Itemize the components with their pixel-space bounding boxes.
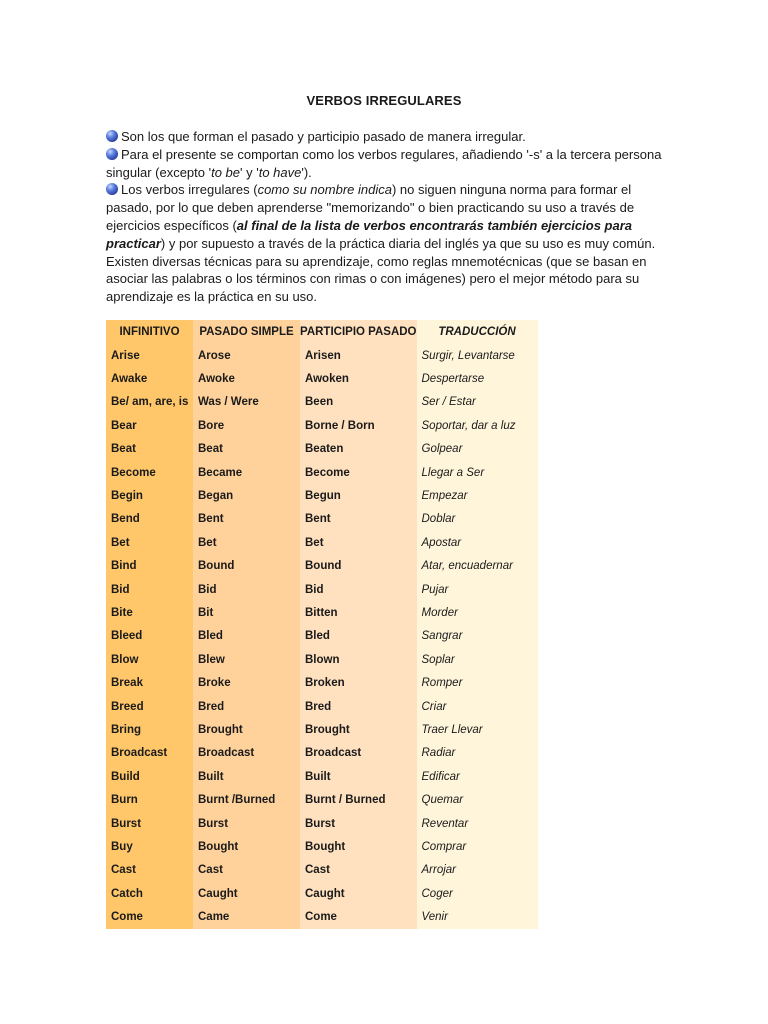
- blue-bullet-icon: [106, 148, 118, 160]
- cell-infinitivo: Blow: [106, 648, 193, 671]
- table-row: [106, 695, 538, 718]
- table-row: [106, 484, 538, 507]
- cell-participio-pasado: Caught: [300, 882, 417, 905]
- table-row: [106, 508, 538, 531]
- cell-infinitivo: Come: [106, 905, 193, 928]
- cell-traduccion: Despertarse: [417, 367, 538, 390]
- verbs-table: [106, 320, 538, 929]
- cell-traduccion: Comprar: [417, 835, 538, 858]
- cell-infinitivo: Bid: [106, 578, 193, 601]
- cell-participio-pasado: Beaten: [300, 438, 417, 461]
- cell-pasado-simple: Bled: [193, 625, 300, 648]
- cell-infinitivo: Beat: [106, 438, 193, 461]
- cell-participio-pasado: Begun: [300, 484, 417, 507]
- cell-infinitivo: Burst: [106, 812, 193, 835]
- cell-traduccion: Traer Llevar: [417, 718, 538, 741]
- table-row: [106, 438, 538, 461]
- page-title: VERBOS IRREGULARES: [306, 93, 462, 108]
- cell-infinitivo: Bring: [106, 718, 193, 741]
- table-row: [106, 859, 538, 882]
- cell-traduccion: Romper: [417, 671, 538, 694]
- cell-traduccion: Llegar a Ser: [417, 461, 538, 484]
- table-row: [106, 625, 538, 648]
- intro-paragraph-3: Los verbos irregulares (como su nombre indica) no siguen ninguna norma para formar el pasado, por lo que deben aprenderse "memorizando" o bien practicando su uso a través de ejercicios específicos (al final de la lista de verbos encontrarás también ejercicios para practicar) y por supuesto a través de la práctica diaria del inglés ya que su uso es muy común.: [106, 182, 656, 251]
- cell-pasado-simple: Burst: [193, 812, 300, 835]
- verbs-table-body: [106, 344, 538, 929]
- cell-infinitivo: Bend: [106, 508, 193, 531]
- cell-pasado-simple: Blew: [193, 648, 300, 671]
- cell-infinitivo: Become: [106, 461, 193, 484]
- table-row: [106, 601, 538, 624]
- cell-participio-pasado: Bred: [300, 695, 417, 718]
- table-row: [106, 671, 538, 694]
- cell-participio-pasado: Burst: [300, 812, 417, 835]
- cell-traduccion: Surgir, Levantarse: [417, 344, 538, 367]
- cell-infinitivo: Be/ am, are, is: [106, 391, 193, 414]
- cell-pasado-simple: Cast: [193, 859, 300, 882]
- table-row: [106, 461, 538, 484]
- cell-infinitivo: Bet: [106, 531, 193, 554]
- cell-pasado-simple: Built: [193, 765, 300, 788]
- cell-participio-pasado: Bought: [300, 835, 417, 858]
- header-pasado-simple: PASADO SIMPLE: [193, 320, 300, 344]
- cell-traduccion: Arrojar: [417, 859, 538, 882]
- cell-participio-pasado: Bled: [300, 625, 417, 648]
- cell-pasado-simple: Was / Were: [193, 391, 300, 414]
- cell-pasado-simple: Came: [193, 905, 300, 928]
- cell-traduccion: Soportar, dar a luz: [417, 414, 538, 437]
- intro-paragraph-1: Son los que forman el pasado y participio pasado de manera irregular.: [106, 128, 666, 146]
- cell-traduccion: Atar, encuadernar: [417, 555, 538, 578]
- header-infinitivo: INFINITIVO: [106, 320, 193, 344]
- cell-participio-pasado: Blown: [300, 648, 417, 671]
- table-row: [106, 812, 538, 835]
- cell-participio-pasado: Been: [300, 391, 417, 414]
- table-row: [106, 742, 538, 765]
- cell-pasado-simple: Brought: [193, 718, 300, 741]
- cell-traduccion: Sangrar: [417, 625, 538, 648]
- table-row: [106, 555, 538, 578]
- cell-pasado-simple: Bet: [193, 531, 300, 554]
- cell-infinitivo: Burn: [106, 788, 193, 811]
- cell-infinitivo: Arise: [106, 344, 193, 367]
- cell-traduccion: Apostar: [417, 531, 538, 554]
- cell-participio-pasado: Broken: [300, 671, 417, 694]
- blue-bullet-icon: [106, 130, 118, 142]
- cell-pasado-simple: Broadcast: [193, 742, 300, 765]
- cell-pasado-simple: Burnt /Burned: [193, 788, 300, 811]
- cell-participio-pasado: Built: [300, 765, 417, 788]
- cell-pasado-simple: Began: [193, 484, 300, 507]
- cell-infinitivo: Cast: [106, 859, 193, 882]
- cell-infinitivo: Broadcast: [106, 742, 193, 765]
- table-row: [106, 367, 538, 390]
- header-participio-pasado: PARTICIPIO PASADO: [300, 320, 417, 344]
- table-row: [106, 344, 538, 367]
- cell-pasado-simple: Caught: [193, 882, 300, 905]
- cell-traduccion: Doblar: [417, 508, 538, 531]
- cell-traduccion: Criar: [417, 695, 538, 718]
- cell-participio-pasado: Brought: [300, 718, 417, 741]
- cell-pasado-simple: Bound: [193, 555, 300, 578]
- cell-infinitivo: Build: [106, 765, 193, 788]
- cell-infinitivo: Begin: [106, 484, 193, 507]
- cell-traduccion: Morder: [417, 601, 538, 624]
- cell-participio-pasado: Bitten: [300, 601, 417, 624]
- cell-infinitivo: Bite: [106, 601, 193, 624]
- cell-participio-pasado: Bid: [300, 578, 417, 601]
- table-header-row: [106, 320, 538, 344]
- cell-infinitivo: Catch: [106, 882, 193, 905]
- intro-paragraph-4: Existen diversas técnicas para su aprendizaje, como reglas mnemotécnicas (que se basan en asociar las palabras o los términos con rimas o con imágenes) pero el mejor método para su aprendizaje es la práctica en su uso.: [106, 253, 647, 305]
- cell-infinitivo: Buy: [106, 835, 193, 858]
- table-row: [106, 531, 538, 554]
- cell-participio-pasado: Broadcast: [300, 742, 417, 765]
- cell-traduccion: Radiar: [417, 742, 538, 765]
- table-row: [106, 648, 538, 671]
- cell-participio-pasado: Awoken: [300, 367, 417, 390]
- cell-participio-pasado: Bet: [300, 531, 417, 554]
- cell-pasado-simple: Broke: [193, 671, 300, 694]
- cell-pasado-simple: Bid: [193, 578, 300, 601]
- cell-traduccion: Quemar: [417, 788, 538, 811]
- intro-paragraph-2: Para el presente se comportan como los verbos regulares, añadiendo '-s' a la tercera persona singular (excepto 'to be' y 'to have').: [106, 146, 662, 180]
- cell-participio-pasado: Arisen: [300, 344, 417, 367]
- table-row: [106, 578, 538, 601]
- cell-participio-pasado: Bound: [300, 555, 417, 578]
- cell-traduccion: Pujar: [417, 578, 538, 601]
- cell-infinitivo: Bleed: [106, 625, 193, 648]
- cell-infinitivo: Breed: [106, 695, 193, 718]
- cell-infinitivo: Bind: [106, 555, 193, 578]
- cell-pasado-simple: Became: [193, 461, 300, 484]
- cell-participio-pasado: Borne / Born: [300, 414, 417, 437]
- table-row: [106, 718, 538, 741]
- cell-traduccion: Coger: [417, 882, 538, 905]
- table-row: [106, 765, 538, 788]
- cell-infinitivo: Bear: [106, 414, 193, 437]
- cell-pasado-simple: Arose: [193, 344, 300, 367]
- cell-traduccion: Edificar: [417, 765, 538, 788]
- table-row: [106, 835, 538, 858]
- table-row: [106, 414, 538, 437]
- cell-traduccion: Ser / Estar: [417, 391, 538, 414]
- cell-participio-pasado: Cast: [300, 859, 417, 882]
- cell-pasado-simple: Bore: [193, 414, 300, 437]
- cell-traduccion: Empezar: [417, 484, 538, 507]
- table-row: [106, 905, 538, 928]
- table-row: [106, 788, 538, 811]
- cell-infinitivo: Break: [106, 671, 193, 694]
- cell-participio-pasado: Bent: [300, 508, 417, 531]
- blue-bullet-icon: [106, 183, 118, 195]
- cell-traduccion: Soplar: [417, 648, 538, 671]
- cell-pasado-simple: Bought: [193, 835, 300, 858]
- cell-pasado-simple: Bred: [193, 695, 300, 718]
- cell-infinitivo: Awake: [106, 367, 193, 390]
- table-row: [106, 882, 538, 905]
- cell-pasado-simple: Awoke: [193, 367, 300, 390]
- cell-participio-pasado: Become: [300, 461, 417, 484]
- cell-participio-pasado: Burnt / Burned: [300, 788, 417, 811]
- cell-participio-pasado: Come: [300, 905, 417, 928]
- cell-traduccion: Venir: [417, 905, 538, 928]
- cell-pasado-simple: Bent: [193, 508, 300, 531]
- cell-traduccion: Reventar: [417, 812, 538, 835]
- table-row: [106, 391, 538, 414]
- cell-pasado-simple: Bit: [193, 601, 300, 624]
- header-traduccion: TRADUCCIÓN: [417, 320, 538, 344]
- cell-traduccion: Golpear: [417, 438, 538, 461]
- cell-pasado-simple: Beat: [193, 438, 300, 461]
- intro-text: [106, 128, 666, 306]
